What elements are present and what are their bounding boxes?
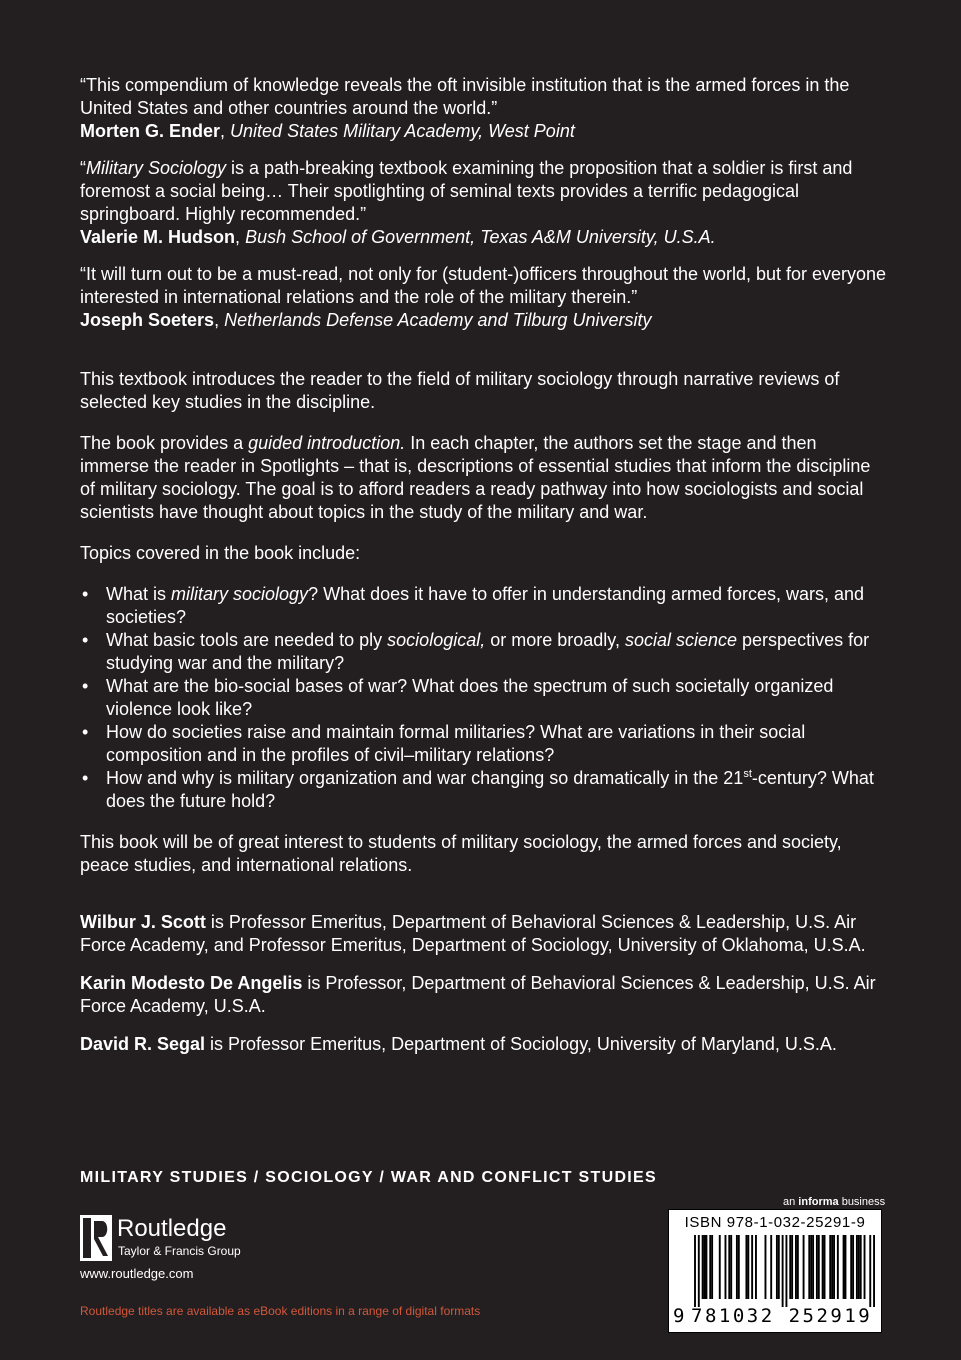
bullet-icon: • xyxy=(82,722,89,742)
reviewer-name: Valerie M. Hudson xyxy=(80,227,236,247)
author-bio xyxy=(80,972,890,1018)
barcode-bar xyxy=(736,1235,738,1299)
quote-text xyxy=(80,157,890,226)
topic-item xyxy=(80,629,890,675)
barcode-bar xyxy=(810,1235,812,1299)
barcode-bar xyxy=(709,1235,711,1299)
barcode-bar xyxy=(782,1235,784,1307)
author-name: Wilbur J. Scott xyxy=(80,912,206,932)
barcode-bar xyxy=(698,1235,700,1307)
barcode-bar xyxy=(728,1235,730,1299)
text-run: How do societies raise and maintain formal militaries? What are variations in their social composition and in the profiles of civil–military relations? xyxy=(106,722,806,765)
text-run: is a path-breaking textbook examining the proposition that a soldier is first and foremost a social being… Their spotlighting of seminal texts provides a terrific pedagogical springboard. Highly recommended.” xyxy=(80,158,853,224)
barcode-bar xyxy=(818,1235,820,1299)
author-bio-text: is Professor Emeritus, Department of Behavioral Sciences & Leadership, U.S. Air Force Academy, and Professor Emeritus, Department of Sociology, University of Oklahoma, U.S.A. xyxy=(80,912,866,955)
author-bio xyxy=(80,1033,890,1056)
barcode-bar xyxy=(824,1235,826,1299)
barcode-bar xyxy=(730,1235,732,1299)
barcode-bar xyxy=(850,1235,852,1299)
barcode-bar xyxy=(816,1235,818,1299)
author-name: David R. Segal xyxy=(80,1034,206,1054)
text-run: “ xyxy=(80,158,86,178)
barcode-bar xyxy=(822,1235,824,1299)
routledge-logo-icon xyxy=(80,1215,112,1261)
text-run: perspectives for studying war and the military? xyxy=(106,630,870,673)
barcode-bar xyxy=(694,1235,696,1307)
barcode-bar xyxy=(869,1235,871,1307)
text-run: Military Sociology xyxy=(86,158,227,178)
website-url: www.routledge.com xyxy=(80,1266,194,1281)
barcode-bar xyxy=(770,1235,772,1299)
barcode-bar xyxy=(860,1235,862,1299)
reviewer-attribution: Joseph Soeters, Netherlands Defense Academy and Tilburg University xyxy=(80,310,652,330)
text-run: What are the bio-social bases of war? What does the spectrum of such societally organized violence look like? xyxy=(106,676,834,719)
isbn-number: ISBN 978-1-032-25291-9 xyxy=(684,1214,866,1231)
author-name: Karin Modesto De Angelis xyxy=(80,973,303,993)
isbn-barcode-box xyxy=(668,1209,882,1333)
reviewer-attribution: Morten G. Ender, United States Military Academy, West Point xyxy=(80,121,575,141)
barcode-bar xyxy=(738,1235,740,1299)
text-run: social science xyxy=(624,630,738,650)
text-run: or more broadly, xyxy=(485,630,625,650)
author-bios xyxy=(80,911,890,1056)
topic-item xyxy=(80,583,890,629)
barcode-bar xyxy=(778,1235,780,1299)
reviewer-affiliation: Netherlands Defense Academy and Tilburg University xyxy=(224,310,652,330)
bullet-icon: • xyxy=(82,768,89,788)
back-cover-text xyxy=(80,74,890,1071)
text-run: What is xyxy=(106,584,172,604)
barcode-bar xyxy=(725,1235,727,1299)
quote-text xyxy=(80,74,890,120)
topics-heading: Topics covered in the book include: xyxy=(80,543,361,563)
author-bio-text: is Professor Emeritus, Department of Sociology, University of Maryland, U.S.A. xyxy=(205,1034,837,1054)
bullet-icon: • xyxy=(82,584,89,604)
reviewer-name: Joseph Soeters xyxy=(80,310,215,330)
barcode-bar xyxy=(702,1235,704,1299)
review-quote xyxy=(80,263,890,332)
topic-item xyxy=(80,767,890,813)
text-run: How and why is military organization and war changing so dramatically in the 21 xyxy=(106,768,744,788)
author-bio xyxy=(80,911,890,957)
barcode-bar xyxy=(831,1235,833,1299)
text-run: -century? What does the future hold? xyxy=(106,768,874,811)
barcode-bar xyxy=(845,1235,847,1299)
barcode-bar xyxy=(833,1235,835,1299)
barcode-bar xyxy=(852,1235,854,1299)
barcode-bar xyxy=(795,1235,797,1299)
barcode-bar xyxy=(705,1235,707,1299)
text-run: st xyxy=(743,768,752,780)
guided-paragraph: The book provides a guided introduction. In each chapter, the authors set the stage and then immerse the reader in Spotlights – that is, descriptions of essential studies that inform the discipline of military sociology. The goal is to afford readers a ready pathway into how sociologists and social scientists have thought about topics in the study of the military and war. xyxy=(80,433,871,522)
description-section xyxy=(80,368,890,877)
barcode-bar xyxy=(751,1235,753,1299)
barcode-bar xyxy=(864,1235,866,1299)
reviews-section xyxy=(80,74,890,332)
barcode-bar xyxy=(856,1235,858,1299)
informa-tagline: an informa business xyxy=(783,1196,886,1208)
barcode-bar xyxy=(837,1235,839,1299)
reviewer-attribution: Valerie M. Hudson, Bush School of Government, Texas A&M University, U.S.A. xyxy=(80,227,716,247)
text-run: sociological, xyxy=(387,630,486,650)
bullet-icon: • xyxy=(82,676,89,696)
topics-list xyxy=(80,583,890,813)
barcode-bar xyxy=(803,1235,805,1299)
barcode-bar xyxy=(791,1235,793,1299)
barcode-bar xyxy=(785,1235,787,1307)
subject-categories: MILITARY STUDIES / SOCIOLOGY / WAR AND CONFLICT STUDIES xyxy=(80,1169,657,1186)
intro-paragraph: This textbook introduces the reader to the field of military sociology through narrative reviews of selected key studies in the discipline. xyxy=(80,369,840,412)
barcode-bar xyxy=(745,1235,747,1299)
topic-item xyxy=(80,721,890,767)
barcode-bar xyxy=(747,1235,749,1299)
barcode-bar xyxy=(789,1235,791,1299)
barcode-remaining-digits: 781032 252919 xyxy=(691,1305,873,1327)
ebook-note: Routledge titles are available as eBook editions in a range of digital formats xyxy=(80,1304,481,1318)
barcode-bar xyxy=(873,1235,875,1307)
bullet-icon: • xyxy=(82,630,89,650)
review-quote xyxy=(80,74,890,143)
barcode-bar xyxy=(858,1235,860,1299)
barcode xyxy=(675,1235,875,1307)
text-run: What basic tools are needed to ply xyxy=(106,630,388,650)
barcode-bar xyxy=(704,1235,706,1299)
reviewer-name: Morten G. Ender xyxy=(80,121,221,141)
barcode-first-digit: 9 xyxy=(673,1305,686,1327)
text-run: “It will turn out to be a must-read, not only for (student-)officers throughout the world, but for everyone interested in international relations and the role of the military therein.” xyxy=(80,264,887,307)
barcode-bar xyxy=(843,1235,845,1299)
barcode-bar xyxy=(711,1235,713,1299)
barcode-bar xyxy=(755,1235,757,1299)
audience-paragraph: This book will be of great interest to students of military sociology, the armed forces and society, peace studies, and international relations. xyxy=(80,832,842,875)
barcode-bar xyxy=(719,1235,721,1299)
barcode-bar xyxy=(812,1235,814,1299)
reviewer-affiliation: United States Military Academy, West Point xyxy=(230,121,575,141)
quote-text xyxy=(80,263,890,309)
author-bio-text: is Professor, Department of Behavioral Sciences & Leadership, U.S. Air Force Academy, U.S.A. xyxy=(80,973,876,1016)
topic-item xyxy=(80,675,890,721)
barcode-bar xyxy=(797,1235,799,1299)
logo-subtitle: Taylor & Francis Group xyxy=(118,1244,241,1258)
barcode-bar xyxy=(765,1235,767,1299)
logo-name: Routledge xyxy=(117,1215,227,1242)
review-quote xyxy=(80,157,890,249)
text-run: “This compendium of knowledge reveals the oft invisible institution that is the armed forces in the United States and other countries around the world.” xyxy=(80,75,850,118)
text-run: military sociology xyxy=(171,584,309,604)
reviewer-affiliation: Bush School of Government, Texas A&M University, U.S.A. xyxy=(245,227,716,247)
barcode-bar xyxy=(829,1235,831,1299)
routledge-logo xyxy=(80,1215,280,1261)
barcode-bar xyxy=(776,1235,778,1299)
barcode-bar xyxy=(808,1235,810,1299)
text-run: ? What does it have to offer in understanding armed forces, wars, and societies? xyxy=(106,584,865,627)
